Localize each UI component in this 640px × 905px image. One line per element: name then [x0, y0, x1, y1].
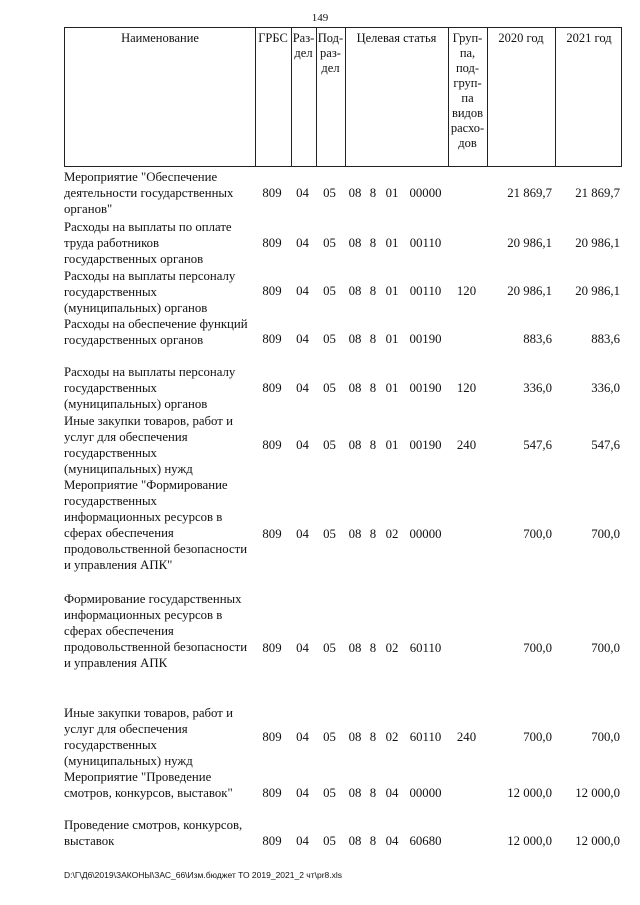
row-cell-cs4: 00190: [409, 381, 442, 395]
row-cell-cs4: 00000: [409, 786, 442, 800]
row-cell-cs1: 08: [348, 730, 362, 744]
row-cell-v2021: 883,6: [591, 332, 620, 346]
row-cell-cs3: 02: [385, 527, 399, 541]
row-cell-rz: 04: [296, 730, 309, 744]
row-cell-grbs: 809: [262, 332, 282, 346]
row-cell-v2020: 547,6: [523, 438, 552, 452]
row-cell-pr: 05: [323, 381, 336, 395]
row-cell-v2020: 12 000,0: [507, 786, 552, 800]
row-cell-cs2: 8: [369, 786, 377, 800]
row-cell-grbs: 809: [262, 438, 282, 452]
row-cell-cs3: 01: [385, 438, 399, 452]
row-cell-v2020: 700,0: [523, 527, 552, 541]
column-divider: [555, 28, 556, 166]
row-cell-cs2: 8: [369, 527, 377, 541]
row-name: Иные закупки товаров, работ и услуг для обеспечения государственных (муниципальных) нужд: [64, 414, 233, 476]
row-cell-rz: 04: [296, 641, 309, 655]
row-cell-grbs: 809: [262, 186, 282, 200]
row-cell-cs1: 08: [348, 527, 362, 541]
row-cell-cs4: 00000: [409, 527, 442, 541]
row-cell-rz: 04: [296, 236, 309, 250]
header-year-2021: 2021 год: [566, 31, 612, 45]
row-cell-cs1: 08: [348, 438, 362, 452]
row-cell-v2020: 12 000,0: [507, 834, 552, 848]
row-cell-cs3: 01: [385, 236, 399, 250]
row-cell-v2020: 700,0: [523, 641, 552, 655]
row-cell-cs3: 01: [385, 284, 399, 298]
row-cell-pr: 05: [323, 438, 336, 452]
header-target-article: Целевая статья: [356, 31, 437, 45]
table-header: [64, 27, 622, 167]
row-cell-cs3: 02: [385, 730, 399, 744]
row-cell-rz: 04: [296, 527, 309, 541]
row-name: Расходы на выплаты персоналу государственных (муниципальных) органов: [64, 365, 236, 411]
row-cell-pr: 05: [323, 527, 336, 541]
header-razdel: Раз- дел: [292, 31, 315, 60]
row-name: Мероприятие "Проведение смотров, конкурсов, выставок": [64, 770, 233, 800]
row-cell-cs4: 00000: [409, 186, 442, 200]
row-cell-rz: 04: [296, 381, 309, 395]
row-cell-grbs: 809: [262, 730, 282, 744]
row-cell-cs4: 00110: [409, 236, 442, 250]
row-name: Иные закупки товаров, работ и услуг для обеспечения государственных (муниципальных) нужд: [64, 706, 233, 768]
row-cell-grbs: 809: [262, 641, 282, 655]
row-name: Расходы на выплаты персоналу государственных (муниципальных) органов: [64, 269, 236, 315]
row-cell-rz: 04: [296, 186, 309, 200]
row-name: Расходы на обеспечение функций государственных органов: [64, 317, 248, 347]
header-podrazdel: Под- раз- дел: [317, 31, 344, 75]
row-cell-v2021: 700,0: [591, 730, 620, 744]
row-cell-grbs: 809: [262, 381, 282, 395]
row-cell-rz: 04: [296, 834, 309, 848]
row-cell-pr: 05: [323, 186, 336, 200]
row-cell-cs4: 00190: [409, 438, 442, 452]
row-cell-cs3: 04: [385, 834, 399, 848]
row-cell-cs4: 60110: [409, 730, 442, 744]
row-cell-cs2: 8: [369, 186, 377, 200]
row-cell-v2021: 21 869,7: [575, 186, 620, 200]
row-cell-cs1: 08: [348, 381, 362, 395]
row-name: Мероприятие "Обеспечение деятельности государственных органов": [64, 170, 234, 216]
row-cell-vr: 120: [456, 284, 477, 298]
row-cell-vr: 240: [456, 730, 477, 744]
row-cell-pr: 05: [323, 284, 336, 298]
row-cell-cs4: 60110: [409, 641, 442, 655]
column-divider: [487, 28, 488, 166]
column-divider: [345, 28, 346, 166]
row-cell-grbs: 809: [262, 236, 282, 250]
row-cell-pr: 05: [323, 730, 336, 744]
row-cell-cs1: 08: [348, 834, 362, 848]
header-grbs: ГРБС: [258, 31, 288, 45]
row-cell-pr: 05: [323, 834, 336, 848]
row-cell-v2021: 700,0: [591, 527, 620, 541]
row-cell-pr: 05: [323, 332, 336, 346]
row-cell-cs3: 04: [385, 786, 399, 800]
row-cell-cs4: 00190: [409, 332, 442, 346]
header-year-2020: 2020 год: [498, 31, 544, 45]
row-cell-cs3: 02: [385, 641, 399, 655]
row-cell-rz: 04: [296, 438, 309, 452]
row-name: Мероприятие "Формирование государственных информационных ресурсов в сферах обеспечения продовольственной безопасности и управления АПК": [64, 478, 248, 572]
row-cell-v2021: 547,6: [591, 438, 620, 452]
row-cell-vr: 240: [456, 438, 477, 452]
row-name: Проведение смотров, конкурсов, выставок: [64, 818, 243, 848]
row-cell-cs2: 8: [369, 834, 377, 848]
row-cell-v2021: 12 000,0: [575, 786, 620, 800]
row-cell-v2020: 700,0: [523, 730, 552, 744]
row-name: Формирование государственных информационных ресурсов в сферах обеспечения продовольственной безопасности и управления АПК: [64, 592, 248, 670]
row-cell-cs1: 08: [348, 284, 362, 298]
row-cell-cs2: 8: [369, 730, 377, 744]
row-cell-v2021: 20 986,1: [575, 236, 620, 250]
row-cell-cs3: 01: [385, 186, 399, 200]
row-cell-grbs: 809: [262, 786, 282, 800]
row-cell-v2020: 20 986,1: [507, 284, 552, 298]
row-name: Расходы на выплаты по оплате труда работников государственных органов: [64, 220, 232, 266]
row-cell-cs1: 08: [348, 786, 362, 800]
row-cell-v2021: 700,0: [591, 641, 620, 655]
row-cell-pr: 05: [323, 236, 336, 250]
header-name: Наименование: [121, 31, 199, 45]
row-cell-v2021: 12 000,0: [575, 834, 620, 848]
row-cell-cs2: 8: [369, 438, 377, 452]
row-cell-v2020: 336,0: [523, 381, 552, 395]
row-cell-rz: 04: [296, 332, 309, 346]
row-cell-cs3: 01: [385, 381, 399, 395]
row-cell-cs1: 08: [348, 332, 362, 346]
row-cell-v2020: 20 986,1: [507, 236, 552, 250]
row-cell-cs2: 8: [369, 381, 377, 395]
row-cell-v2020: 883,6: [523, 332, 552, 346]
row-cell-cs1: 08: [348, 236, 362, 250]
row-cell-rz: 04: [296, 786, 309, 800]
row-cell-pr: 05: [323, 641, 336, 655]
row-cell-pr: 05: [323, 786, 336, 800]
row-cell-grbs: 809: [262, 834, 282, 848]
file-path-footer: D:\Г\Д6\2019\ЗАКОНЫ\ЗАС_66\Изм.бюджет ТО 2019_2021_2 чт\pr8.xls: [64, 870, 343, 880]
row-cell-grbs: 809: [262, 527, 282, 541]
page-number: 149: [311, 12, 329, 24]
row-cell-cs4: 60680: [409, 834, 442, 848]
row-cell-v2021: 20 986,1: [575, 284, 620, 298]
row-cell-cs2: 8: [369, 284, 377, 298]
row-cell-grbs: 809: [262, 284, 282, 298]
row-cell-cs2: 8: [369, 641, 377, 655]
row-cell-cs4: 00110: [409, 284, 442, 298]
column-divider: [255, 28, 256, 166]
row-cell-cs1: 08: [348, 641, 362, 655]
header-expense-group: Груп- па, под- груп- па видов расхо- дов: [450, 31, 485, 150]
row-cell-v2021: 336,0: [591, 381, 620, 395]
row-cell-cs2: 8: [369, 236, 377, 250]
row-cell-cs1: 08: [348, 186, 362, 200]
row-cell-rz: 04: [296, 284, 309, 298]
row-cell-cs2: 8: [369, 332, 377, 346]
row-cell-cs3: 01: [385, 332, 399, 346]
row-cell-vr: 120: [456, 381, 477, 395]
row-cell-v2020: 21 869,7: [507, 186, 552, 200]
